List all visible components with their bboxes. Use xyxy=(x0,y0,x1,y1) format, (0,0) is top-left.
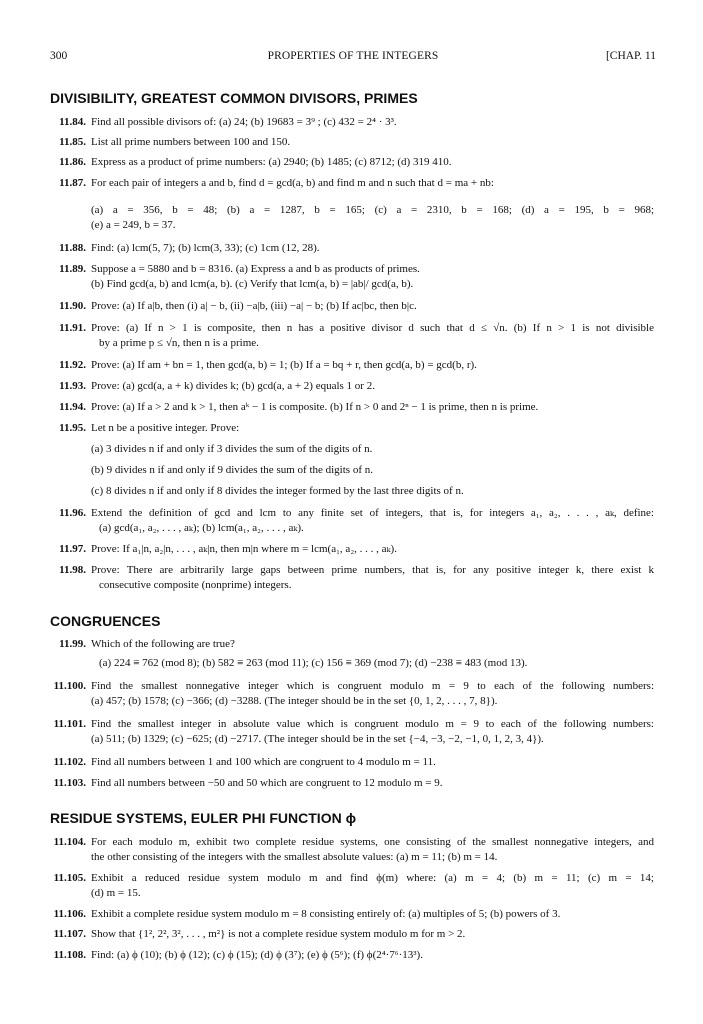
problem-number: 11.95. xyxy=(59,422,86,434)
section-heading-divisibility: DIVISIBILITY, GREATEST COMMON DIVISORS, PRIMES xyxy=(50,90,418,106)
problem-text: Extend the definition of gcd and lcm to any finite set of integers, that is, for integers a₁, a₂, . . . , aₖ, define: xyxy=(91,507,654,519)
problem-text: Prove: There are arbitrarily large gaps between prime numbers, that is, for any positive integer k, there exist k xyxy=(91,564,654,576)
problem-text: Prove: (a) If a > 2 and k > 1, then aᵏ − 1 is composite. (b) If n > 0 and 2ⁿ − 1 is prime, then n is prime. xyxy=(91,401,539,413)
problem-number: 11.102. xyxy=(53,756,86,768)
problem-text: For each pair of integers a and b, find d = gcd(a, b) and find m and n such that d = ma + nb: xyxy=(91,177,494,189)
problem-text: Find: (a) ϕ (10); (b) ϕ (12); (c) ϕ (15); (d) ϕ (3⁷); (e) ϕ (5⁶); (f) ϕ(2⁴·7⁶·13³). xyxy=(91,949,423,961)
problem-text: Prove: (a) If a|b, then (i) a| − b, (ii) −a|b, (iii) −a| − b; (b) If ac|bc, then b|c. xyxy=(91,300,417,312)
running-title: PROPERTIES OF THE INTEGERS xyxy=(267,50,439,62)
problem-number: 11.99. xyxy=(59,638,86,650)
problem-subpart: (a) 3 divides n if and only if 3 divides the sum of the digits of n. xyxy=(91,443,373,455)
problem-number: 11.86. xyxy=(59,156,86,168)
problem-text: Find all possible divisors of: (a) 24; (b) 19683 = 3⁹ ; (c) 432 = 2⁴ · 3³. xyxy=(91,116,397,128)
problem-number: 11.96. xyxy=(59,507,86,519)
problem-text: Show that {1², 2², 3², . . . , m²} is not a complete residue system modulo m for m > 2. xyxy=(91,928,466,940)
problem-number: 11.107. xyxy=(53,928,86,940)
problem-number: 11.84. xyxy=(59,116,86,128)
problem-text: by a prime p ≤ √n, then n is a prime. xyxy=(99,337,259,349)
problem-text: Let n be a positive integer. Prove: xyxy=(91,422,240,434)
problem-text: (b) Find gcd(a, b) and lcm(a, b). (c) Verify that lcm(a, b) = |ab|/ gcd(a, b). xyxy=(91,278,414,290)
problem-text: List all prime numbers between 100 and 150. xyxy=(91,136,291,148)
problem-text: Exhibit a complete residue system modulo m = 8 consisting entirely of: (a) multiples of 5; (b) powers of 3. xyxy=(91,908,561,920)
problem-text: Express as a product of prime numbers: (a) 2940; (b) 1485; (c) 8712; (d) 319 410. xyxy=(91,156,452,168)
problem-text: Find: (a) lcm(5, 7); (b) lcm(3, 33); (c) 1cm (12, 28). xyxy=(91,242,320,254)
running-header xyxy=(50,50,656,66)
problem-text: Exhibit a reduced residue system modulo m and find ϕ(m) where: (a) m = 4; (b) m = 11; (c) m = 14; xyxy=(91,872,654,884)
problem-subpart: (b) 9 divides n if and only if 9 divides the sum of the digits of n. xyxy=(91,464,373,476)
problem-subpart: (e) a = 249, b = 37. xyxy=(91,219,176,231)
problem-number: 11.89. xyxy=(59,263,86,275)
problem-number: 11.108. xyxy=(53,949,86,961)
problem-subpart: (c) 8 divides n if and only if 8 divides the integer formed by the last three digits of n. xyxy=(91,485,464,497)
problem-number: 11.94. xyxy=(59,401,86,413)
problem-subpart: (a) 224 ≡ 762 (mod 8); (b) 582 ≡ 263 (mod 11); (c) 156 ≡ 369 (mod 7); (d) −238 ≡ 483 (mod 13). xyxy=(99,657,528,669)
problem-text: Which of the following are true? xyxy=(91,638,235,650)
problem-text: Prove: (a) gcd(a, a + k) divides k; (b) gcd(a, a + 2) equals 1 or 2. xyxy=(91,380,375,392)
problem-subpart: (a) a = 356, b = 48; (b) a = 1287, b = 165; (c) a = 2310, b = 168; (d) a = 195, b = 968; xyxy=(91,204,654,216)
problem-text: (a) gcd(a₁, a₂, . . . , aₖ); (b) lcm(a₁, a₂, . . . , aₖ). xyxy=(99,522,304,534)
problem-text: Prove: If a₁|n, a₂|n, . . . , aₖ|n, then m|n where m = lcm(a₁, a₂, . . . , aₖ). xyxy=(91,543,397,555)
problem-text: For each modulo m, exhibit two complete residue systems, one consisting of the smallest nonnegative integers, and xyxy=(91,836,654,848)
problem-text: Prove: (a) If n > 1 is composite, then n has a positive divisor d such that d ≤ √n. (b) If n > 1 is not divisible xyxy=(91,322,654,334)
problem-text: (a) 457; (b) 1578; (c) −366; (d) −3288. (The integer should be in the set {0, 1, 2, . . . , 7, 8}). xyxy=(91,695,498,707)
problem-text: Find the smallest integer in absolute value which is congruent modulo m = 9 to each of the following numbers: xyxy=(91,718,654,730)
problem-number: 11.104. xyxy=(53,836,86,848)
problem-number: 11.98. xyxy=(59,564,86,576)
problem-number: 11.93. xyxy=(59,380,86,392)
section-heading-congruences: CONGRUENCES xyxy=(50,613,161,629)
problem-number: 11.100. xyxy=(53,680,86,692)
page-number: 300 xyxy=(50,50,68,62)
problem-text: (d) m = 15. xyxy=(91,887,141,899)
problem-text: Find the smallest nonnegative integer which is congruent modulo m = 9 to each of the following numbers: xyxy=(91,680,654,692)
problem-text: (a) 511; (b) 1329; (c) −625; (d) −2717. (The integer should be in the set {−4, −3, −2, −1, 0, 1, 2, 3, 4}). xyxy=(91,733,544,745)
problem-number: 11.97. xyxy=(59,543,86,555)
problem-number: 11.105. xyxy=(53,872,86,884)
problem-text: Find all numbers between 1 and 100 which are congruent to 4 modulo m = 11. xyxy=(91,756,436,768)
problem-text: Suppose a = 5880 and b = 8316. (a) Express a and b as products of primes. xyxy=(91,263,420,275)
chapter-label: [CHAP. 11 xyxy=(605,50,656,62)
problem-text: the other consisting of the integers with the smallest absolute values: (a) m = 11; (b) m = 14. xyxy=(91,851,498,863)
problem-text: consecutive composite (nonprime) integers. xyxy=(99,579,292,591)
problem-number: 11.91. xyxy=(59,322,86,334)
problem-number: 11.87. xyxy=(59,177,86,189)
problem-text: Find all numbers between −50 and 50 which are congruent to 12 modulo m = 9. xyxy=(91,777,443,789)
problem-number: 11.101. xyxy=(53,718,86,730)
problem-number: 11.90. xyxy=(59,300,86,312)
problem-number: 11.88. xyxy=(59,242,86,254)
section-heading-residue-systems: RESIDUE SYSTEMS, EULER PHI FUNCTION ϕ xyxy=(50,810,357,826)
problem-number: 11.103. xyxy=(53,777,86,789)
problem-number: 11.92. xyxy=(59,359,86,371)
problem-text: Prove: (a) If am + bn = 1, then gcd(a, b) = 1; (b) If a = bq + r, then gcd(a, b) = gcd(b, r). xyxy=(91,359,477,371)
problem-number: 11.85. xyxy=(59,136,86,148)
problem-number: 11.106. xyxy=(53,908,86,920)
